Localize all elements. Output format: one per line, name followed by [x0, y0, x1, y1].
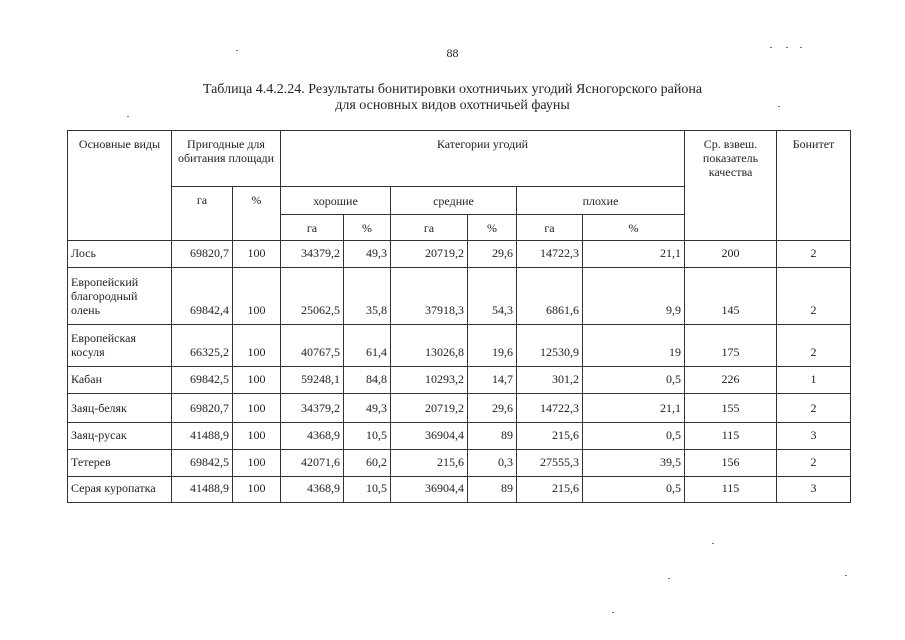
cell-medium-ha: 13026,8 [391, 325, 468, 367]
header-poor-ha: га [517, 215, 583, 241]
header-medium-ha: га [391, 215, 468, 241]
header-bonitet: Бонитет [777, 131, 851, 241]
cell-bonitet: 2 [777, 268, 851, 325]
cell-poor-ha: 301,2 [517, 367, 583, 394]
cell-area-pct: 100 [233, 394, 281, 423]
cell-weighted: 156 [685, 450, 777, 477]
scan-speck [786, 47, 788, 48]
cell-area: 41488,9 [172, 423, 233, 450]
cell-medium-ha: 36904,4 [391, 477, 468, 503]
table-row [68, 477, 851, 503]
cell-medium-ha: 215,6 [391, 450, 468, 477]
header-good: хорошие [281, 187, 391, 215]
cell-species: Европейский благородный олень [68, 268, 172, 325]
page-number: 88 [446, 46, 459, 60]
cell-good-pct: 10,5 [344, 423, 391, 450]
bonitet-table [67, 130, 851, 503]
cell-medium-ha: 20719,2 [391, 241, 468, 268]
cell-good-pct: 49,3 [344, 241, 391, 268]
cell-poor-pct: 19 [583, 325, 685, 367]
cell-area-pct: 100 [233, 241, 281, 268]
cell-poor-pct: 0,5 [583, 477, 685, 503]
cell-species: Лось [68, 241, 172, 268]
scan-speck [800, 47, 802, 48]
header-medium: средние [391, 187, 517, 215]
cell-species: Заяц-беляк [68, 394, 172, 423]
cell-area: 69842,5 [172, 367, 233, 394]
cell-good-pct: 49,3 [344, 394, 391, 423]
cell-poor-pct: 21,1 [583, 394, 685, 423]
cell-weighted: 226 [685, 367, 777, 394]
cell-poor-pct: 0,5 [583, 423, 685, 450]
cell-medium-ha: 10293,2 [391, 367, 468, 394]
header-good-pct: % [344, 215, 391, 241]
title-line-2: для основных видов охотничьей фауны [335, 98, 570, 113]
cell-bonitet: 3 [777, 477, 851, 503]
cell-area: 69820,7 [172, 241, 233, 268]
header-medium-pct: % [468, 215, 517, 241]
cell-species: Европейская косуля [68, 325, 172, 367]
cell-area-pct: 100 [233, 450, 281, 477]
cell-area-pct: 100 [233, 268, 281, 325]
scan-speck [127, 116, 129, 117]
cell-poor-pct: 9,9 [583, 268, 685, 325]
cell-good-pct: 61,4 [344, 325, 391, 367]
cell-poor-ha: 215,6 [517, 477, 583, 503]
header-good-ha: га [281, 215, 344, 241]
cell-good-pct: 84,8 [344, 367, 391, 394]
cell-good-ha: 4368,9 [281, 423, 344, 450]
cell-poor-ha: 215,6 [517, 423, 583, 450]
cell-good-ha: 25062,5 [281, 268, 344, 325]
cell-bonitet: 2 [777, 450, 851, 477]
cell-weighted: 145 [685, 268, 777, 325]
cell-poor-ha: 14722,3 [517, 241, 583, 268]
cell-bonitet: 2 [777, 394, 851, 423]
cell-poor-pct: 39,5 [583, 450, 685, 477]
cell-poor-pct: 0,5 [583, 367, 685, 394]
header-suitable-area: Пригодные для обитания площади [172, 131, 281, 187]
cell-area-pct: 100 [233, 367, 281, 394]
cell-area: 41488,9 [172, 477, 233, 503]
cell-medium-ha: 37918,3 [391, 268, 468, 325]
cell-bonitet: 2 [777, 241, 851, 268]
cell-good-ha: 42071,6 [281, 450, 344, 477]
cell-poor-ha: 27555,3 [517, 450, 583, 477]
scan-speck [668, 578, 670, 579]
header-poor-pct: % [583, 215, 685, 241]
table-title [0, 82, 905, 114]
cell-good-ha: 40767,5 [281, 325, 344, 367]
title-line-1: Таблица 4.4.2.24. Результаты бонитировки охотничьих угодий Ясногорского района [202, 82, 703, 97]
cell-good-ha: 4368,9 [281, 477, 344, 503]
cell-weighted: 155 [685, 394, 777, 423]
cell-medium-pct: 29,6 [468, 241, 517, 268]
cell-poor-pct: 21,1 [583, 241, 685, 268]
cell-poor-ha: 14722,3 [517, 394, 583, 423]
cell-medium-pct: 19,6 [468, 325, 517, 367]
table-row [68, 423, 851, 450]
cell-medium-pct: 0,3 [468, 450, 517, 477]
cell-species: Серая куропатка [68, 477, 172, 503]
cell-weighted: 115 [685, 423, 777, 450]
cell-medium-pct: 89 [468, 477, 517, 503]
cell-area: 69842,5 [172, 450, 233, 477]
cell-weighted: 115 [685, 477, 777, 503]
cell-medium-pct: 14,7 [468, 367, 517, 394]
cell-poor-ha: 6861,6 [517, 268, 583, 325]
header-area-ha: га [172, 187, 233, 241]
scan-speck [712, 543, 714, 544]
cell-species: Тетерев [68, 450, 172, 477]
cell-medium-ha: 36904,4 [391, 423, 468, 450]
scan-speck [778, 106, 780, 107]
cell-medium-ha: 20719,2 [391, 394, 468, 423]
cell-weighted: 200 [685, 241, 777, 268]
cell-good-ha: 34379,2 [281, 241, 344, 268]
cell-bonitet: 2 [777, 325, 851, 367]
cell-area-pct: 100 [233, 477, 281, 503]
cell-good-ha: 34379,2 [281, 394, 344, 423]
table-row [68, 268, 851, 325]
cell-weighted: 175 [685, 325, 777, 367]
cell-area: 69820,7 [172, 394, 233, 423]
table-row [68, 241, 851, 268]
cell-area: 69842,4 [172, 268, 233, 325]
cell-medium-pct: 54,3 [468, 268, 517, 325]
cell-medium-pct: 29,6 [468, 394, 517, 423]
header-poor: плохие [517, 187, 685, 215]
cell-bonitet: 3 [777, 423, 851, 450]
cell-poor-ha: 12530,9 [517, 325, 583, 367]
table-row [68, 394, 851, 423]
header-weighted-quality: Ср. взвеш. показатель качества [685, 131, 777, 241]
cell-area-pct: 100 [233, 423, 281, 450]
cell-species: Кабан [68, 367, 172, 394]
cell-medium-pct: 89 [468, 423, 517, 450]
cell-area-pct: 100 [233, 325, 281, 367]
scan-speck [612, 612, 614, 613]
scan-speck [845, 575, 847, 576]
table-row [68, 325, 851, 367]
cell-good-pct: 60,2 [344, 450, 391, 477]
header-categories: Категории угодий [281, 131, 685, 187]
header-species: Основные виды [68, 131, 172, 241]
scan-speck [770, 47, 772, 48]
scan-speck [236, 50, 238, 51]
cell-good-pct: 35,8 [344, 268, 391, 325]
cell-species: Заяц-русак [68, 423, 172, 450]
cell-good-pct: 10,5 [344, 477, 391, 503]
table-row [68, 450, 851, 477]
cell-good-ha: 59248,1 [281, 367, 344, 394]
header-area-pct: % [233, 187, 281, 241]
table-row [68, 367, 851, 394]
cell-bonitet: 1 [777, 367, 851, 394]
cell-area: 66325,2 [172, 325, 233, 367]
